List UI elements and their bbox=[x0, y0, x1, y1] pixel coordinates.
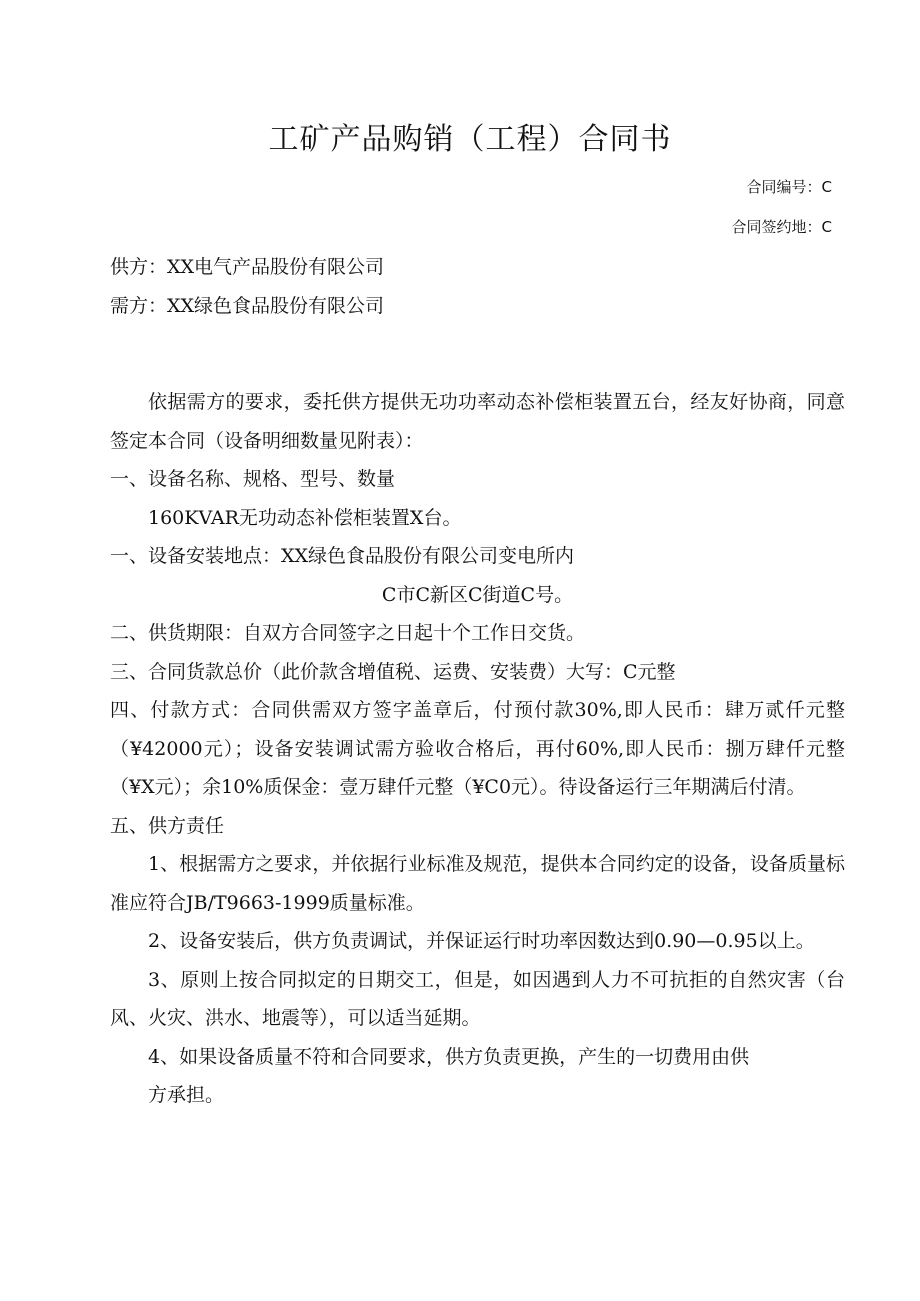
spacer bbox=[110, 325, 845, 383]
section-supplier-duty-title: 五、供方责任 bbox=[110, 814, 225, 837]
section-equipment-content: 160KVAR无功动态补偿柜装置X台。 bbox=[148, 506, 462, 529]
duty-item-4-line2: 方承担。 bbox=[148, 1084, 225, 1106]
contract-place: 合同签约地：C bbox=[731, 218, 832, 236]
duty-item-3: 3、原则上按合同拟定的日期交工，但是，如因遇到人力不可抗拒的自然灾害（台风、火灾、洪水、地震等），可以适当延期。 bbox=[110, 968, 845, 1029]
intro-paragraph: 依据需方的要求，委托供方提供无功功率动态补偿柜装置五台，经友好协商，同意签定本合同（设备明细数量见附表）： bbox=[110, 391, 845, 452]
section-price: 三、合同货款总价（此价款含增值税、运费、安装费）大写：C元整 bbox=[110, 660, 676, 683]
duty-item-4-line1: 4、如果设备质量不符和合同要求，供方负责更换，产生的一切费用由供 bbox=[148, 1045, 750, 1068]
section-delivery: 二、供货期限：自双方合同签字之日起十个工作日交货。 bbox=[110, 622, 586, 644]
buyer-line: 需方：XX绿色食品股份有限公司 bbox=[110, 294, 385, 317]
contract-body bbox=[110, 248, 845, 1115]
section-location-title: 一、设备安装地点：XX绿色食品股份有限公司变电所内 bbox=[110, 545, 575, 567]
contract-number: 合同编号：C bbox=[746, 178, 832, 196]
duty-item-1: 1、根据需方之要求，并依据行业标准及规范，提供本合同约定的设备，设备质量标准应符合JB/T9663-1999质量标准。 bbox=[110, 853, 845, 914]
duty-item-2: 2、设备安装后，供方负责调试，并保证运行时功率因数达到0.90—0.95以上。 bbox=[148, 930, 815, 952]
document-title: 工矿产品购销（工程）合同书 bbox=[268, 122, 672, 157]
section-location-address: C市C新区C街道C号。 bbox=[381, 583, 574, 606]
supplier-line: 供方：XX电气产品股份有限公司 bbox=[110, 256, 385, 278]
section-payment: 四、付款方式：合同供需双方签字盖章后，付预付款30%,即人民币：肆万贰仟元整（¥42000元）；设备安装调试需方验收合格后，再付60%,即人民币：捌万肆仟元整（¥X元）；余10%质保金：壹万肆仟元整（¥C0元）。待设备运行三年期满后付清。 bbox=[110, 699, 845, 798]
section-equipment-title: 一、设备名称、规格、型号、数量 bbox=[110, 468, 396, 490]
